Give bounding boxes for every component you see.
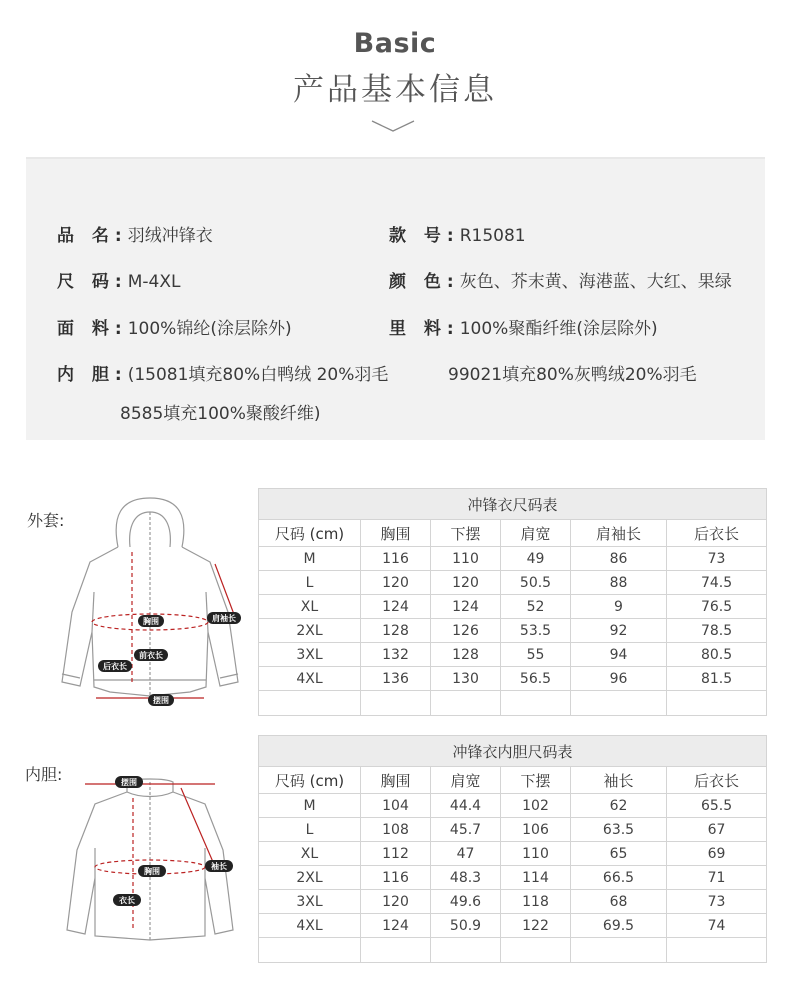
outer-jacket-diagram (50, 492, 250, 712)
inner-tag-sleeve-text: 袖长 (211, 862, 227, 871)
table-cell: 78.5 (667, 619, 767, 643)
table-cell: 124 (431, 595, 501, 619)
table-cell: 132 (361, 643, 431, 667)
table-cell: 118 (501, 890, 571, 914)
table-cell: 106 (501, 818, 571, 842)
table-cell: 65.5 (667, 794, 767, 818)
outer-table-header-cell: 后衣长 (667, 520, 767, 547)
table-cell: XL (259, 595, 361, 619)
info-size (57, 267, 180, 292)
info-color-label: 颜 色: (389, 272, 460, 292)
table-cell: 76.5 (667, 595, 767, 619)
inner-liner-diagram (55, 770, 245, 945)
info-model-value: R15081 (459, 226, 526, 246)
table-cell: 81.5 (667, 667, 767, 691)
table-cell: 49 (501, 547, 571, 571)
outer-table-header-cell: 肩袖长 (571, 520, 667, 547)
table-cell: 73 (667, 547, 767, 571)
table-cell: 116 (361, 547, 431, 571)
table-cell: L (259, 818, 361, 842)
table-cell: 136 (361, 667, 431, 691)
outer-tag-sleeve-text: 肩袖长 (212, 614, 236, 623)
info-lining-label: 里 料: (389, 319, 460, 339)
table-row (259, 794, 767, 818)
table-row (259, 667, 767, 691)
outer-size-table (258, 488, 767, 716)
info-shell (57, 314, 292, 339)
info-size-label: 尺 码: (57, 272, 128, 292)
table-cell: 120 (361, 890, 431, 914)
table-cell: 112 (361, 842, 431, 866)
table-row (259, 619, 767, 643)
outer-tag-hem-text: 摆围 (153, 696, 169, 705)
info-model (389, 221, 526, 246)
table-cell: 110 (501, 842, 571, 866)
table-cell: M (259, 794, 361, 818)
table-cell: 45.7 (431, 818, 501, 842)
inner-table-header-row (259, 767, 767, 794)
info-color (389, 267, 732, 292)
table-row-empty (259, 691, 767, 716)
info-inner-value-2: 99021填充80%灰鸭绒20%羽毛 (448, 365, 697, 385)
inner-table-header-cell: 袖长 (571, 767, 667, 794)
info-inner-value-3: 8585填充100%聚酸纤维) (120, 404, 321, 424)
table-cell: 55 (501, 643, 571, 667)
outer-table-header-cell: 胸围 (361, 520, 431, 547)
outer-table-header-row (259, 520, 767, 547)
table-cell: 122 (501, 914, 571, 938)
table-cell: 74.5 (667, 571, 767, 595)
inner-table-header-cell: 尺码 (cm) (259, 767, 361, 794)
table-cell: 124 (361, 914, 431, 938)
table-cell: 104 (361, 794, 431, 818)
table-cell: XL (259, 842, 361, 866)
table-cell: 102 (501, 794, 571, 818)
table-cell: 96 (571, 667, 667, 691)
table-cell: 69.5 (571, 914, 667, 938)
table-cell: 4XL (259, 914, 361, 938)
table-cell: 49.6 (431, 890, 501, 914)
info-name-label: 品 名: (57, 226, 128, 246)
table-cell: 114 (501, 866, 571, 890)
table-row (259, 818, 767, 842)
inner-section-label: 内胆: (25, 765, 63, 784)
inner-size-table (258, 735, 767, 963)
product-info-panel (26, 157, 765, 440)
table-cell: 108 (361, 818, 431, 842)
table-cell: 92 (571, 619, 667, 643)
outer-tag-front-text: 前衣长 (139, 651, 163, 660)
table-cell: 50.5 (501, 571, 571, 595)
inner-table-header-cell: 肩宽 (431, 767, 501, 794)
table-cell: 128 (361, 619, 431, 643)
info-inner-label: 内 胆: (57, 365, 128, 385)
table-row (259, 842, 767, 866)
table-cell: M (259, 547, 361, 571)
table-cell: 67 (667, 818, 767, 842)
chevron-down-icon (370, 118, 416, 134)
inner-table-title: 冲锋衣内胆尺码表 (259, 736, 767, 767)
table-cell: 68 (571, 890, 667, 914)
info-name (57, 221, 213, 246)
header-title-en: Basic (353, 28, 437, 59)
table-cell: 94 (571, 643, 667, 667)
info-model-label: 款 号: (389, 226, 460, 246)
table-cell: 48.3 (431, 866, 501, 890)
table-row (259, 914, 767, 938)
table-cell: 73 (667, 890, 767, 914)
table-cell: 62 (571, 794, 667, 818)
inner-tag-chest-text: 胸围 (144, 867, 160, 876)
table-cell: 88 (571, 571, 667, 595)
table-row (259, 547, 767, 571)
info-lining (389, 314, 658, 339)
info-inner-extra (448, 360, 697, 385)
table-row-empty (259, 938, 767, 963)
inner-table-header-cell: 后衣长 (667, 767, 767, 794)
table-cell: 128 (431, 643, 501, 667)
table-cell: 63.5 (571, 818, 667, 842)
table-cell: 4XL (259, 667, 361, 691)
table-cell: 130 (431, 667, 501, 691)
inner-table-header-cell: 胸围 (361, 767, 431, 794)
info-inner-extra-2 (120, 399, 321, 424)
table-cell: 126 (431, 619, 501, 643)
table-row (259, 890, 767, 914)
table-cell: 124 (361, 595, 431, 619)
table-cell: 120 (361, 571, 431, 595)
table-cell: 120 (431, 571, 501, 595)
info-size-value: M-4XL (127, 272, 181, 292)
table-cell: 52 (501, 595, 571, 619)
table-cell: 44.4 (431, 794, 501, 818)
outer-tag-chest-text: 胸围 (143, 617, 159, 626)
table-cell: 3XL (259, 890, 361, 914)
table-cell: 2XL (259, 619, 361, 643)
table-cell: 66.5 (571, 866, 667, 890)
inner-tag-length-text: 衣长 (119, 896, 135, 905)
table-cell: 65 (571, 842, 667, 866)
table-cell: 116 (361, 866, 431, 890)
table-cell: 80.5 (667, 643, 767, 667)
info-shell-label: 面 料: (57, 319, 128, 339)
table-cell: 110 (431, 547, 501, 571)
table-cell: 74 (667, 914, 767, 938)
header-title-cn: 产品基本信息 (293, 72, 497, 108)
outer-table-header-cell: 肩宽 (501, 520, 571, 547)
table-cell: 53.5 (501, 619, 571, 643)
outer-section-label: 外套: (27, 511, 65, 530)
table-row (259, 866, 767, 890)
info-lining-value: 100%聚酯纤维(涂层除外) (459, 319, 658, 339)
outer-tag-back-text: 后衣长 (103, 662, 127, 671)
outer-table-header-cell: 尺码 (cm) (259, 520, 361, 547)
info-color-value: 灰色、芥末黄、海港蓝、大红、果绿 (459, 272, 732, 292)
info-inner (57, 360, 388, 385)
info-shell-value: 100%锦纶(涂层除外) (127, 319, 292, 339)
table-cell: 69 (667, 842, 767, 866)
outer-table-header-cell: 下摆 (431, 520, 501, 547)
table-cell: 2XL (259, 866, 361, 890)
table-cell: L (259, 571, 361, 595)
table-cell: 3XL (259, 643, 361, 667)
table-cell: 56.5 (501, 667, 571, 691)
info-inner-value-1: (15081填充80%白鸭绒 20%羽毛 (127, 365, 389, 385)
info-name-value: 羽绒冲锋衣 (127, 226, 213, 246)
outer-table-title: 冲锋衣尺码表 (259, 489, 767, 520)
table-row (259, 571, 767, 595)
table-cell: 9 (571, 595, 667, 619)
table-cell: 47 (431, 842, 501, 866)
table-row (259, 595, 767, 619)
table-cell: 71 (667, 866, 767, 890)
table-cell: 86 (571, 547, 667, 571)
inner-tag-hem-text: 摆围 (121, 778, 137, 787)
inner-table-header-cell: 下摆 (501, 767, 571, 794)
table-row (259, 643, 767, 667)
table-cell: 50.9 (431, 914, 501, 938)
